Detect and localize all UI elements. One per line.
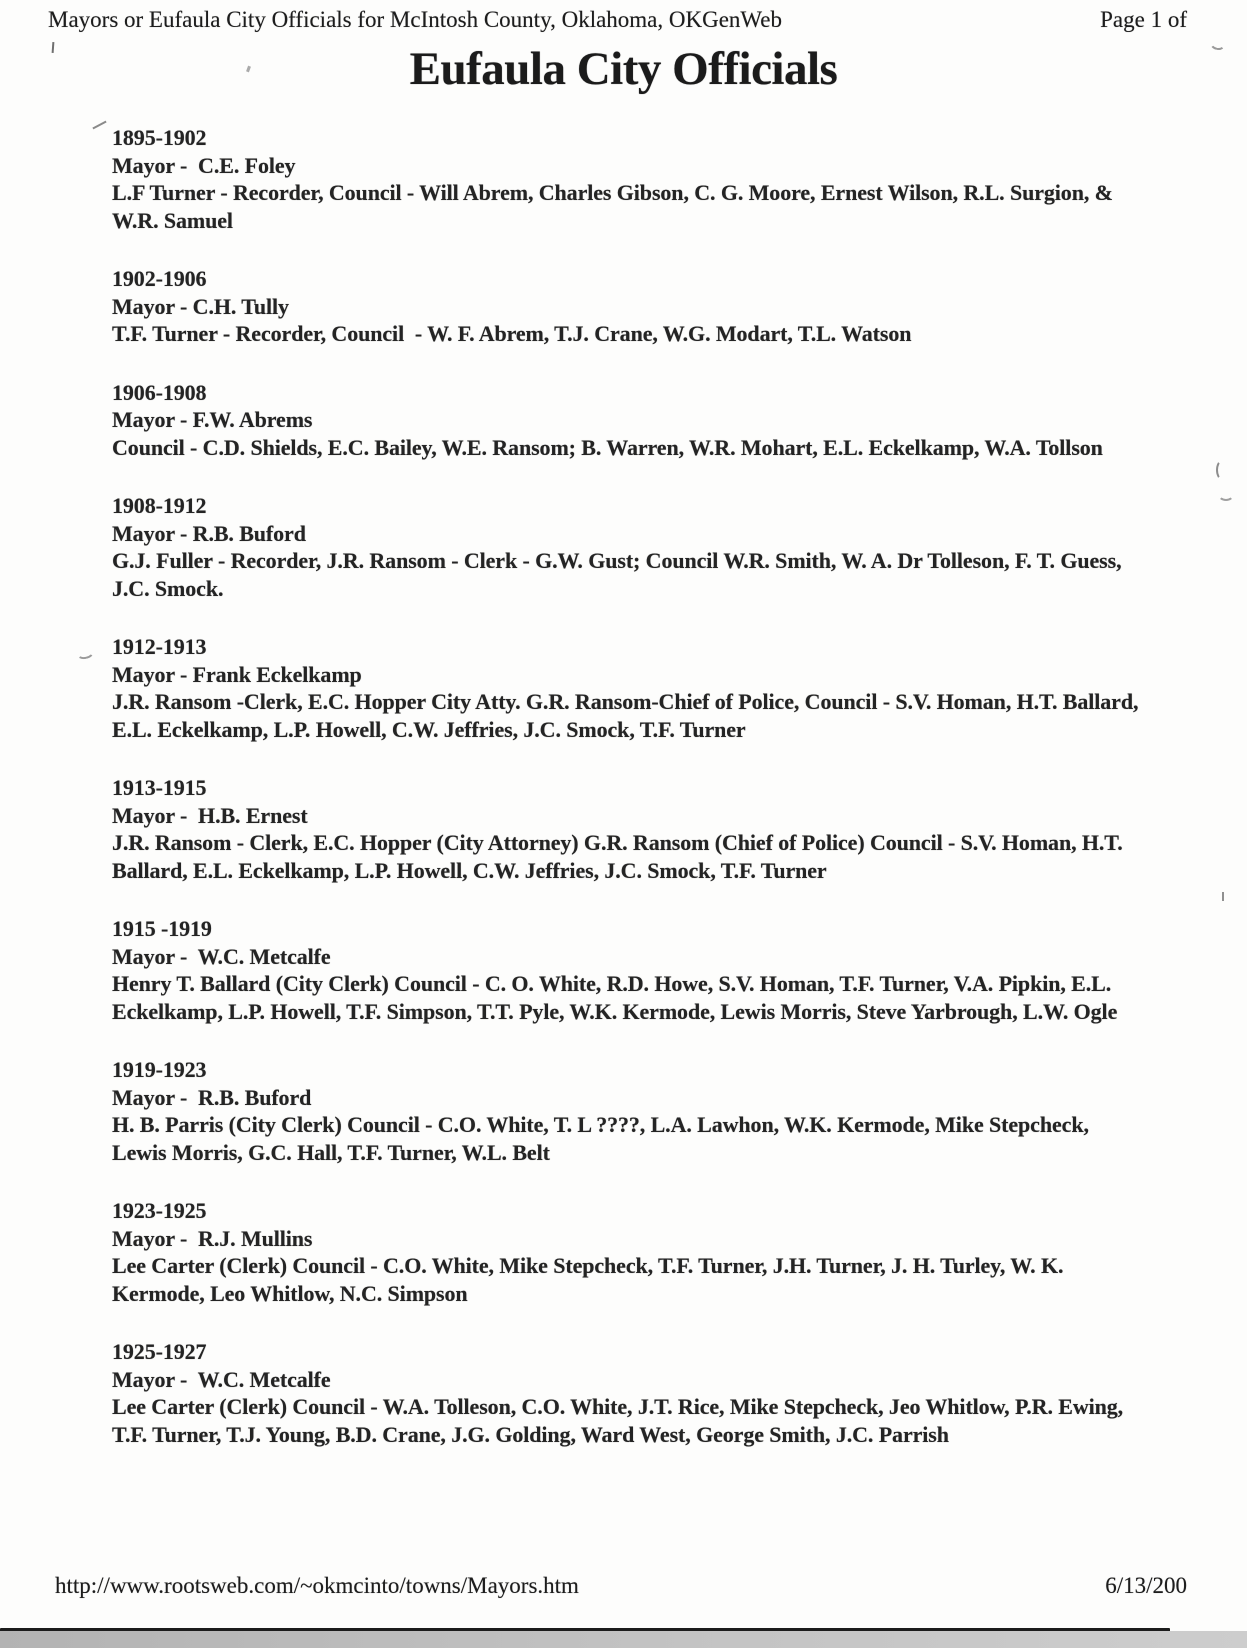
officials-line: Lee Carter (Clerk) Council - W.A. Tolleson, C.O. White, J.T. Rice, Mike Stepcheck, Jeo Whitlow, P.R. Ewing, T.F. Turner, T.J. Young, B.D. Crane, J.G. Golding, Ward West, George Smith, J.C. Parrish xyxy=(112,1394,1129,1447)
term-years: 1925-1927 xyxy=(112,1339,207,1364)
officials-line: Lee Carter (Clerk) Council - C.O. White, Mike Stepcheck, T.F. Turner, J.H. Turner, J. H. Turley, W. K. Kermode, Leo Whitlow, N.C. Simpson xyxy=(112,1253,1069,1306)
term-years: 1919-1923 xyxy=(112,1057,207,1082)
footer-url: http://www.rootsweb.com/~okmcinto/towns/Mayors.htm xyxy=(55,1573,579,1598)
term-years: 1895-1902 xyxy=(112,125,207,150)
scan-artifact xyxy=(1222,892,1224,901)
page-number: Page 1 of xyxy=(1100,7,1187,32)
mayor-line: Mayor - R.B. Buford xyxy=(112,1084,312,1110)
mayor-line: Mayor - C.E. Foley xyxy=(112,152,296,178)
term-section xyxy=(112,124,1146,234)
term-years: 1906-1908 xyxy=(112,379,207,405)
term-years: 1923-1925 xyxy=(112,1198,207,1223)
sections-list xyxy=(112,124,1146,1479)
officials-line: L.F Turner - Recorder, Council - Will Abrem, Charles Gibson, C. G. Moore, Ernest Wilson, R.L. Surgion, & W.R. Samuel xyxy=(112,180,1118,233)
scan-edge-band xyxy=(0,1631,1247,1648)
officials-line: J.R. Ransom -Clerk, E.C. Hopper City Atty. G.R. Ransom-Chief of Police, Council - S.V. Homan, H.T. Ballard, E.L. Eckelkamp, L.P. Howell, C.W. Jeffries, J.C. Smock, T.F. Turner xyxy=(112,689,1144,742)
term-section xyxy=(112,265,1146,348)
mayor-line: Mayor - F.W. Abrems xyxy=(112,407,313,432)
term-years: 1913-1915 xyxy=(112,775,207,800)
term-years: 1902-1906 xyxy=(112,266,207,291)
officials-line: H. B. Parris (City Clerk) Council - C.O. White, T. L ????, L.A. Lawhon, W.K. Kermode, Mike Stepcheck, Lewis Morris, G.C. Hall, T.F. Turner, W.L. Belt xyxy=(112,1112,1095,1165)
footer-date: 6/13/200 xyxy=(1105,1573,1187,1598)
term-section xyxy=(112,379,1146,462)
term-section xyxy=(112,915,1146,1025)
header-title: Mayors or Eufaula City Officials for McIntosh County, Oklahoma, OKGenWeb xyxy=(48,7,783,32)
scan-artifact xyxy=(92,121,106,130)
scan-artifact xyxy=(1216,460,1228,480)
document-title: Eufaula City Officials xyxy=(409,43,838,95)
term-years: 1915 -1919 xyxy=(112,916,212,941)
term-section xyxy=(112,1197,1146,1307)
officials-line: G.J. Fuller - Recorder, J.R. Ransom - Clerk - G.W. Gust; Council W.R. Smith, W. A. Dr Tolleson, F. T. Guess, J.C. Smock. xyxy=(112,548,1133,601)
term-section xyxy=(112,633,1146,743)
term-years: 1908-1912 xyxy=(112,493,207,518)
scan-artifact xyxy=(1218,488,1234,501)
mayor-line: Mayor - H.B. Ernest xyxy=(112,802,308,828)
term-years: 1912-1913 xyxy=(112,634,207,659)
mayor-line: Mayor - C.H. Tully xyxy=(112,293,289,319)
mayor-line: Mayor - R.J. Mullins xyxy=(112,1225,313,1251)
mayor-line: Mayor - R.B. Buford xyxy=(112,520,306,546)
mayor-line: Mayor - W.C. Metcalfe xyxy=(112,943,331,969)
page-footer xyxy=(55,1572,1187,1600)
officials-line: T.F. Turner - Recorder, Council - W. F. Abrem, T.J. Crane, W.G. Modart, T.L. Watson xyxy=(112,321,912,346)
officials-line: Henry T. Ballard (City Clerk) Council - C. O. White, R.D. Howe, S.V. Homan, T.F. Turner, V.A. Pipkin, E.L. Eckelkamp, L.P. Howell, T.F. Simpson, T.T. Pyle, W.K. Kermode, Lewis Morris, Steve Yarbrough, L.W. Ogle xyxy=(112,971,1118,1024)
page-header xyxy=(48,6,1187,34)
term-section xyxy=(112,1338,1146,1448)
term-section xyxy=(112,774,1146,884)
term-section xyxy=(112,1056,1146,1166)
mayor-line: Mayor - W.C. Metcalfe xyxy=(112,1366,331,1392)
officials-line: Council - C.D. Shields, E.C. Bailey, W.E. Ransom; B. Warren, W.R. Mohart, E.L. Eckelkamp, W.A. Tollson xyxy=(112,434,1103,460)
term-section xyxy=(112,492,1146,602)
scan-artifact xyxy=(75,645,95,661)
mayor-line: Mayor - Frank Eckelkamp xyxy=(112,661,362,687)
officials-line: J.R. Ransom - Clerk, E.C. Hopper (City Attorney) G.R. Ransom (Chief of Police) Council - S.V. Homan, H.T. Ballard, E.L. Eckelkamp, L.P. Howell, C.W. Jeffries, J.C. Smock, T.F. Turner xyxy=(112,830,1129,883)
